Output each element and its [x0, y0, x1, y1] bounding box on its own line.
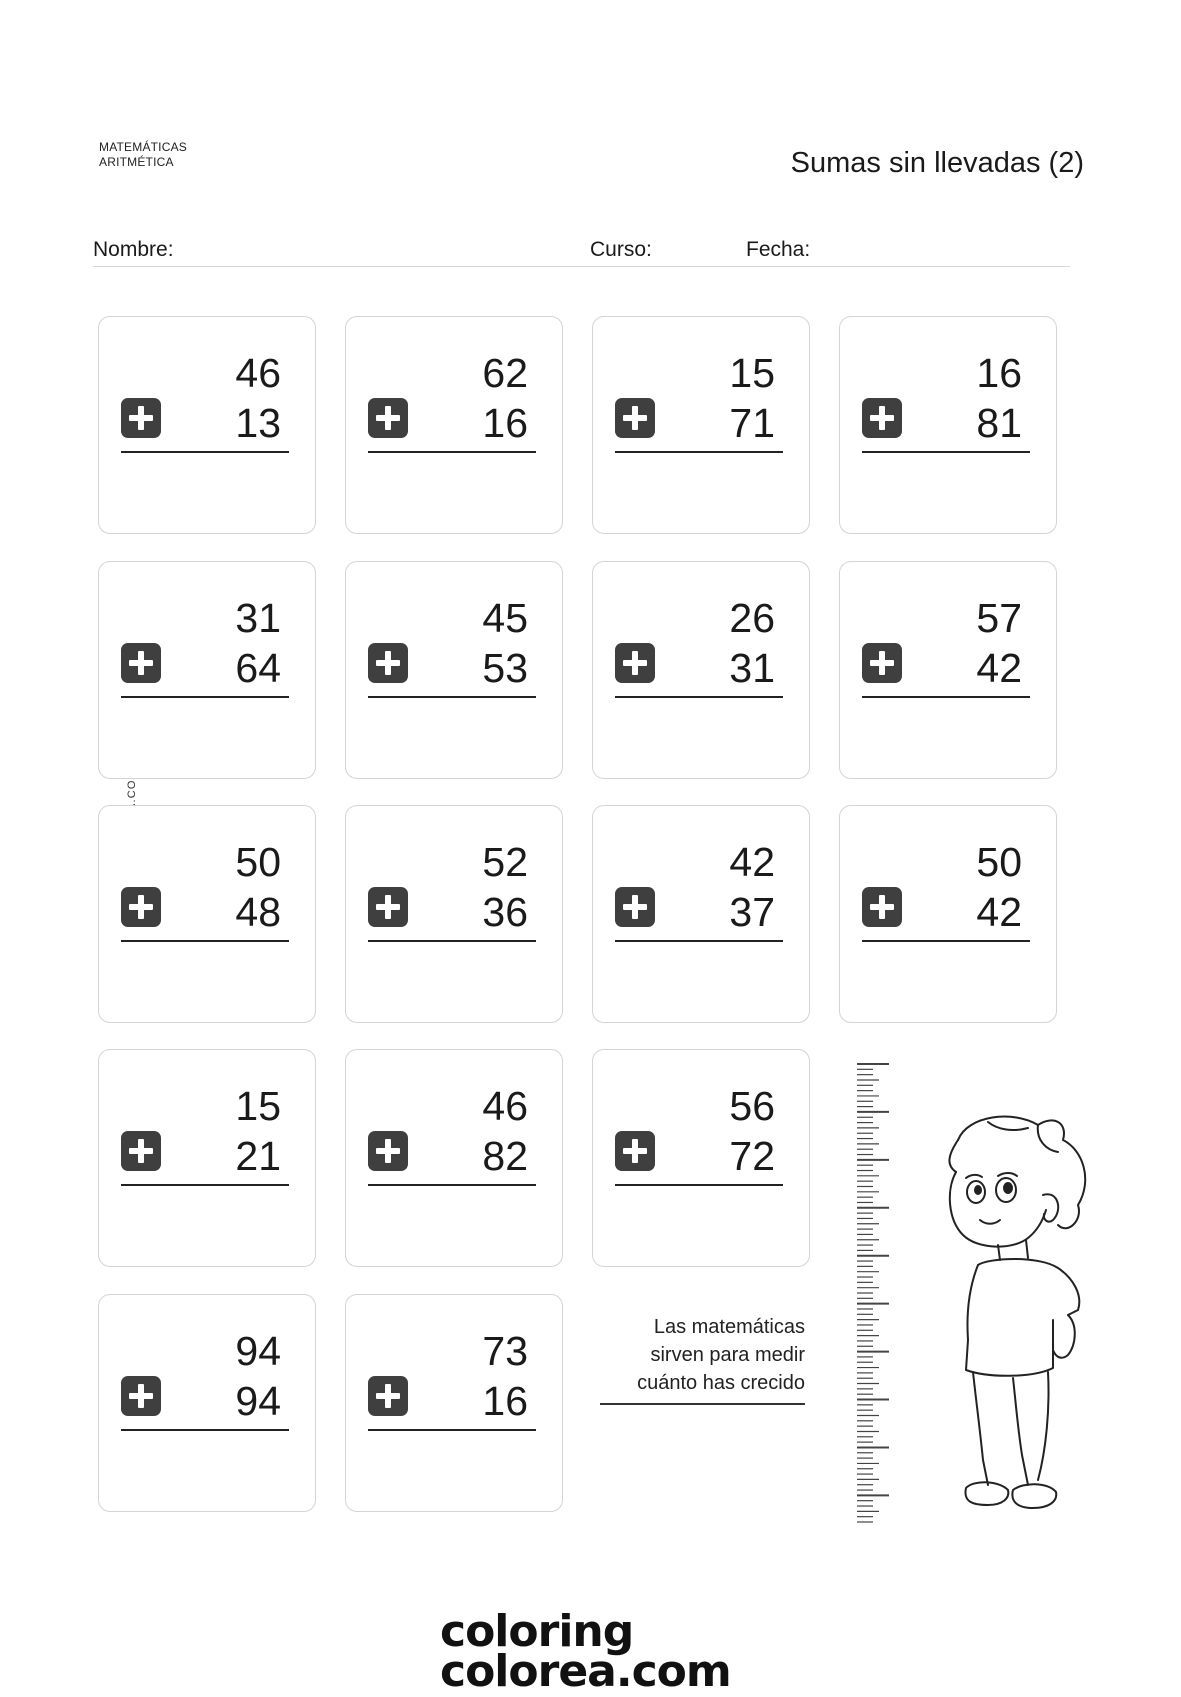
answer-line: [368, 1429, 536, 1431]
note-line-1: Las matemáticas: [653, 1316, 805, 1338]
date-label: Fecha:: [746, 238, 811, 261]
problem-card: [345, 1294, 563, 1512]
answer-line: [121, 940, 289, 942]
answer-line: [121, 1184, 289, 1186]
boy-illustration-icon: [918, 1110, 1118, 1540]
addend-bottom: 64: [235, 645, 281, 691]
plus-icon: [615, 887, 655, 927]
answer-line: [615, 940, 783, 942]
answer-line: [862, 940, 1030, 942]
addend-bottom: 42: [976, 645, 1022, 691]
plus-icon: [121, 887, 161, 927]
addend-top: 42: [729, 839, 775, 885]
addend-top: 94: [235, 1328, 281, 1374]
answer-line: [121, 1429, 289, 1431]
plus-icon: [862, 887, 902, 927]
addend-bottom: 16: [482, 1378, 528, 1424]
answer-line: [862, 696, 1030, 698]
addend-bottom: 94: [235, 1378, 281, 1424]
problem-card: [98, 805, 316, 1023]
addend-top: 52: [482, 839, 528, 885]
addend-bottom: 16: [482, 400, 528, 446]
answer-line: [368, 696, 536, 698]
student-info-line: [93, 238, 1070, 267]
problem-card: [592, 805, 810, 1023]
addend-bottom: 31: [729, 645, 775, 691]
addend-top: 50: [235, 839, 281, 885]
answer-line: [615, 696, 783, 698]
answer-line: [368, 940, 536, 942]
addend-top: 62: [482, 350, 528, 396]
addend-top: 45: [482, 595, 528, 641]
addend-bottom: 21: [235, 1133, 281, 1179]
plus-icon: [615, 643, 655, 683]
plus-icon: [368, 1131, 408, 1171]
addend-bottom: 82: [482, 1133, 528, 1179]
answer-line: [615, 1184, 783, 1186]
problem-card: [98, 1294, 316, 1512]
note-line-3: cuánto has crecido: [637, 1372, 805, 1394]
addend-top: 46: [482, 1083, 528, 1129]
answer-line: [368, 451, 536, 453]
problem-card: [345, 316, 563, 534]
plus-icon: [121, 398, 161, 438]
problem-card: [592, 316, 810, 534]
addend-bottom: 13: [235, 400, 281, 446]
problem-card: [839, 805, 1057, 1023]
addend-bottom: 71: [729, 400, 775, 446]
plus-icon: [121, 643, 161, 683]
note-line-2: sirven para medir: [650, 1344, 805, 1366]
problem-card: [345, 561, 563, 779]
growth-note: [600, 1313, 805, 1405]
name-label: Nombre:: [93, 238, 174, 261]
addend-top: 46: [235, 350, 281, 396]
course-label: Curso:: [590, 238, 652, 261]
plus-icon: [368, 887, 408, 927]
problem-card: [98, 1049, 316, 1267]
worksheet-title: Sumas sin llevadas (2): [790, 147, 1084, 179]
addend-top: 57: [976, 595, 1022, 641]
problem-card: [592, 561, 810, 779]
plus-icon: [368, 1376, 408, 1416]
addend-top: 73: [482, 1328, 528, 1374]
addend-bottom: 53: [482, 645, 528, 691]
answer-line: [368, 1184, 536, 1186]
answer-line: [121, 696, 289, 698]
addend-top: 56: [729, 1083, 775, 1129]
brand-line-2: colorea.com: [440, 1646, 731, 1697]
plus-icon: [615, 398, 655, 438]
addend-bottom: 42: [976, 889, 1022, 935]
plus-icon: [615, 1131, 655, 1171]
problem-card: [839, 316, 1057, 534]
addend-bottom: 81: [976, 400, 1022, 446]
subject-line-1: MATEMÁTICAS: [99, 140, 187, 154]
addend-top: 31: [235, 595, 281, 641]
subject-line-2: ARITMÉTICA: [99, 155, 174, 169]
plus-icon: [121, 1131, 161, 1171]
problem-card: [592, 1049, 810, 1267]
plus-icon: [862, 643, 902, 683]
answer-line: [121, 451, 289, 453]
brand-logo: [440, 1606, 760, 1697]
plus-icon: [121, 1376, 161, 1416]
height-ruler-icon: [855, 1062, 895, 1524]
addend-top: 15: [729, 350, 775, 396]
problem-card: [98, 316, 316, 534]
addend-bottom: 37: [729, 889, 775, 935]
answer-line: [615, 451, 783, 453]
brand-line-1: coloring: [440, 1606, 634, 1657]
addend-top: 15: [235, 1083, 281, 1129]
problem-card: [98, 561, 316, 779]
addend-bottom: 72: [729, 1133, 775, 1179]
plus-icon: [862, 398, 902, 438]
addend-top: 16: [976, 350, 1022, 396]
plus-icon: [368, 398, 408, 438]
addend-bottom: 48: [235, 889, 281, 935]
problem-card: [345, 1049, 563, 1267]
answer-line: [862, 451, 1030, 453]
addend-top: 50: [976, 839, 1022, 885]
subject-label: [99, 140, 187, 170]
plus-icon: [368, 643, 408, 683]
addend-top: 26: [729, 595, 775, 641]
addend-bottom: 36: [482, 889, 528, 935]
problem-card: [839, 561, 1057, 779]
problem-card: [345, 805, 563, 1023]
